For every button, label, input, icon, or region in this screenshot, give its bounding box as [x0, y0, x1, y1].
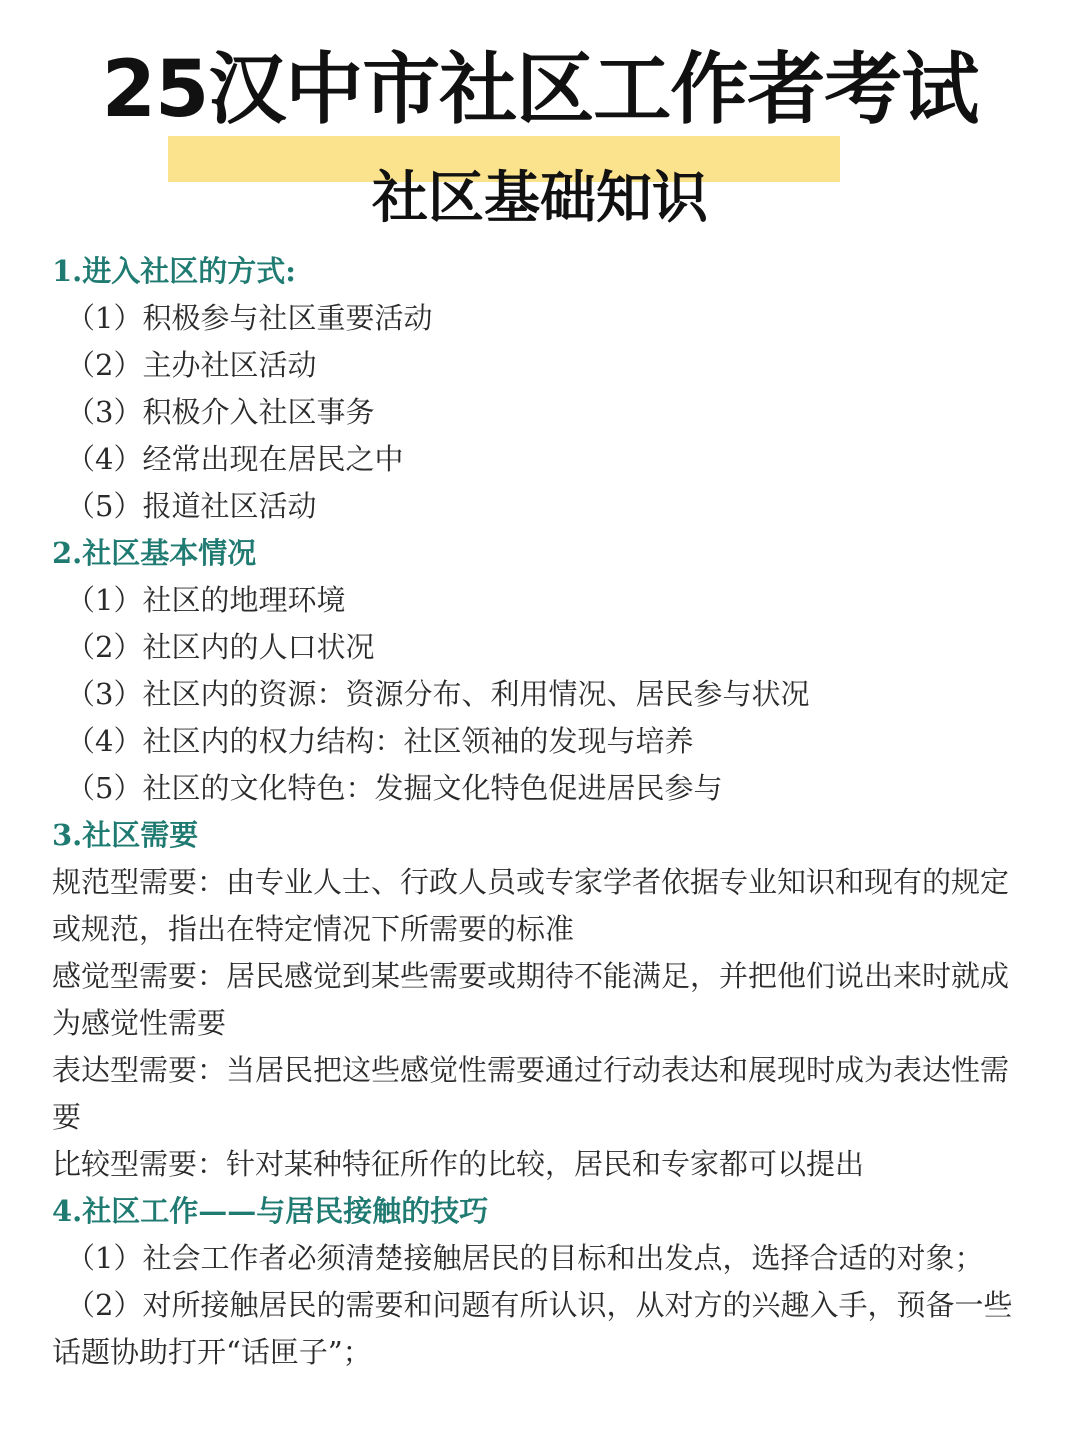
list-item: （2）主办社区活动: [66, 348, 317, 382]
paragraph: 规范型需要：由专业人士、行政人员或专家学者依据专业知识和现有的规定或规范，指出在特定情况下所需要的标准: [52, 865, 1010, 946]
page-title: 25汉中市社区工作者考试: [101, 45, 979, 135]
list-item: （5）报道社区活动: [66, 489, 317, 523]
section-heading: 1.进入社区的方式:: [52, 254, 296, 288]
list-item: （3）积极介入社区事务: [66, 395, 375, 429]
list-item: （3）社区内的资源：资源分布、利用情况、居民参与状况: [66, 677, 810, 711]
paragraph: 感觉型需要：居民感觉到某些需要或期待不能满足，并把他们说出来时就成为感觉性需要: [52, 959, 1010, 1040]
list-item: （4）社区内的权力结构：社区领袖的发现与培养: [66, 724, 694, 758]
list-item: （1）社区的地理环境: [66, 583, 346, 617]
list-item: （5）社区的文化特色：发掘文化特色促进居民参与: [66, 771, 723, 805]
section-heading: 4.社区工作——与居民接触的技巧: [52, 1194, 489, 1228]
paragraph: （1）社会工作者必须清楚接触居民的目标和出发点，选择合适的对象；: [66, 1241, 984, 1275]
section-heading: 2.社区基本情况: [52, 536, 257, 570]
section-heading: 3.社区需要: [52, 818, 199, 852]
list-item: （2）社区内的人口状况: [66, 630, 375, 664]
paragraph: 表达型需要：当居民把这些感觉性需要通过行动表达和展现时成为表达性需要: [52, 1053, 1010, 1134]
content: [52, 248, 1017, 1376]
page-subtitle: 社区基础知识: [372, 166, 708, 231]
title-area: [0, 44, 1080, 136]
paragraph: （2）对所接触居民的需要和问题有所认识，从对方的兴趣入手，预备一些话题协助打开“话匣子”；: [52, 1288, 1013, 1369]
list-item: （4）经常出现在居民之中: [66, 442, 404, 476]
paragraph: 比较型需要：针对某种特征所作的比较，居民和专家都可以提出: [52, 1147, 865, 1181]
list-item: （1）积极参与社区重要活动: [66, 301, 433, 335]
